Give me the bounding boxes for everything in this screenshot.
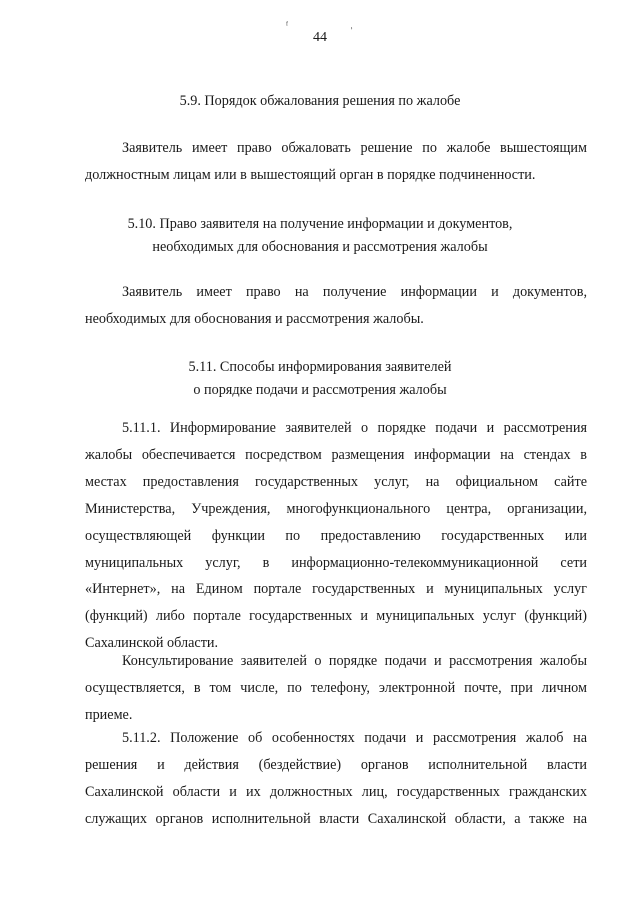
- paragraph-line: Заявитель имеет право на получение информации и документов,: [122, 284, 587, 300]
- heading-line: 5.10. Право заявителя на получение информации и документов,: [127, 216, 513, 232]
- paragraph-line: Сахалинской области.: [85, 635, 219, 652]
- page-number: 44: [313, 30, 327, 45]
- paragraph-line: приеме.: [85, 706, 133, 723]
- paragraph-line: Заявитель имеет право обжаловать решение по жалобе вышестоящим: [122, 140, 587, 156]
- heading-line: 5.11. Способы информирования заявителей: [188, 359, 452, 375]
- paragraph-line: должностным лицам или в вышестоящий орган в порядке подчиненности.: [85, 166, 536, 183]
- paragraph-line: 5.11.2. Положение об особенностях подачи и рассмотрения жалоб на: [122, 730, 587, 746]
- scan-mark-right: ⸒: [350, 19, 354, 30]
- paragraph-line: местах предоставления государственных услуг, на официальном сайте: [85, 473, 587, 490]
- scan-mark-left: ᶠ: [286, 20, 289, 31]
- paragraph-5-11-1: [85, 415, 587, 657]
- paragraph-line: решения и действия (бездействие) органов исполнительной власти: [85, 756, 587, 773]
- heading-line: о порядке подачи и рассмотрения жалобы: [193, 382, 447, 398]
- paragraph-consultation: [85, 648, 587, 729]
- paragraph-line: осуществляется, в том числе, по телефону, электронной почте, при личном: [85, 679, 587, 696]
- paragraph-line: «Интернет», на Едином портале государственных и муниципальных услуг: [85, 581, 587, 598]
- section-heading-5-9: [60, 90, 580, 113]
- paragraph-line: осуществляющей функции по предоставлению государственных или: [85, 527, 587, 544]
- paragraph-line: (функций) либо портале государственных и муниципальных услуг (функций): [85, 608, 587, 625]
- paragraph-line: Министерства, Учреждения, многофункционального центра, организации,: [85, 500, 587, 517]
- section-heading-5-11: [60, 356, 580, 402]
- paragraph-line: служащих органов исполнительной власти Сахалинской области, а также на: [85, 810, 587, 827]
- heading-line: необходимых для обоснования и рассмотрения жалобы: [152, 239, 488, 255]
- paragraph: [85, 135, 587, 189]
- paragraph-line: Консультирование заявителей о порядке подачи и рассмотрения жалобы: [122, 653, 587, 669]
- paragraph: [85, 279, 587, 333]
- heading-line: 5.9. Порядок обжалования решения по жалобе: [179, 93, 461, 109]
- paragraph-line: 5.11.1. Информирование заявителей о порядке подачи и рассмотрения: [122, 420, 587, 436]
- paragraph-line: муниципальных услуг, в информационно-телекоммуникационной сети: [85, 554, 587, 571]
- paragraph-line: жалобы обеспечивается посредством размещения информации на стендах в: [85, 446, 587, 463]
- section-heading-5-10: [60, 213, 580, 259]
- paragraph-line: Сахалинской области и их должностных лиц, государственных гражданских: [85, 783, 587, 800]
- paragraph-line: необходимых для обоснования и рассмотрения жалобы.: [85, 310, 424, 327]
- paragraph-5-11-2: [85, 725, 587, 833]
